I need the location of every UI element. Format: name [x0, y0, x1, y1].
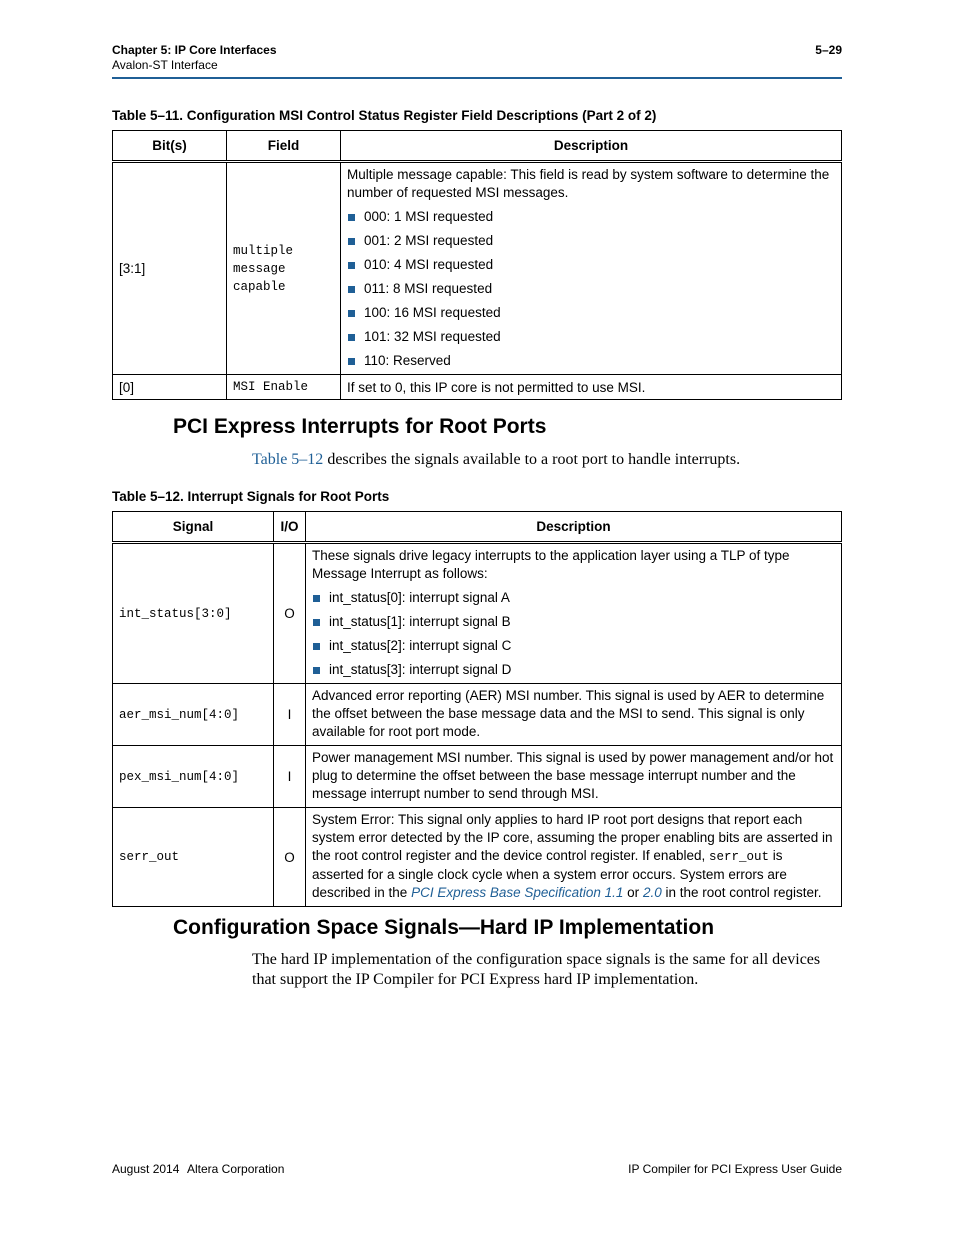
field-name [233, 242, 334, 296]
footer-company: Altera Corporation [187, 1162, 285, 1176]
list-item-text: 110: Reserved [364, 353, 451, 368]
table2-caption: Table 5–12. Interrupt Signals for Root Ports [112, 489, 390, 504]
table-row [113, 808, 842, 907]
table-row [113, 162, 842, 375]
bullet-square-icon [313, 643, 320, 650]
footer-date: August 2014 [112, 1162, 180, 1176]
table-row [113, 684, 842, 746]
bullet-square-icon [348, 286, 355, 293]
list-item-text: 000: 1 MSI requested [364, 209, 494, 224]
list-item [312, 613, 835, 631]
column-header-io: I/O [274, 512, 306, 543]
bits-cell: [3:1] [113, 162, 227, 375]
column-header-description: Description [306, 512, 842, 543]
table-header-row [113, 512, 842, 543]
running-header-section: Avalon-ST Interface [112, 58, 218, 72]
list-item [347, 328, 835, 346]
list-item-text: 011: 8 MSI requested [364, 281, 493, 296]
bullet-list [347, 208, 835, 370]
signal-cell: serr_out [113, 808, 274, 907]
table-row [113, 375, 842, 400]
list-item [312, 589, 835, 607]
list-item [347, 256, 835, 274]
list-item-text: 001: 2 MSI requested [364, 233, 494, 248]
body-paragraph: The hard IP implementation of the configuration space signals is the same for all devices that support the IP Compiler for PCI Express hard IP implementation. [252, 951, 821, 988]
field-name-line: capable [233, 279, 286, 294]
table-msi-control-fields [112, 130, 842, 400]
body-text: describes the signals available to a root port to handle interrupts. [323, 451, 741, 468]
bullet-square-icon [313, 667, 320, 674]
description-cell: If set to 0, this IP core is not permitted to use MSI. [341, 375, 842, 400]
field-name-line: multiple [233, 243, 294, 258]
list-item-text: int_status[1]: interrupt signal B [329, 614, 511, 629]
header-rule [112, 77, 842, 79]
description-cell [341, 162, 842, 375]
footer-document-title: IP Compiler for PCI Express User Guide [628, 1162, 842, 1176]
list-item [347, 232, 835, 250]
section-heading: PCI Express Interrupts for Root Ports [173, 415, 547, 438]
body-paragraph [252, 450, 842, 470]
io-cell: O [274, 543, 306, 684]
description-text: in the root control register. [661, 885, 822, 900]
column-header-bits: Bit(s) [113, 131, 227, 162]
description-cell: Advanced error reporting (AER) MSI number. This signal is used by AER to determine the offset between the base message data and the MSI to send. This signal is only available for root port mode. [306, 684, 842, 746]
io-cell: I [274, 684, 306, 746]
description-cell [306, 543, 842, 684]
list-item [347, 304, 835, 322]
column-header-description: Description [341, 131, 842, 162]
bullet-square-icon [348, 358, 355, 365]
table-row [113, 746, 842, 808]
description-text: or [623, 885, 643, 900]
page-number: 5–29 [815, 43, 842, 57]
list-item-text: 101: 32 MSI requested [364, 329, 501, 344]
section-heading: Configuration Space Signals—Hard IP Implementation [173, 916, 715, 939]
bullet-square-icon [348, 334, 355, 341]
field-cell [227, 162, 341, 375]
io-cell: O [274, 808, 306, 907]
list-item [312, 661, 835, 679]
signal-cell: aer_msi_num[4:0] [113, 684, 274, 746]
list-item [312, 637, 835, 655]
inline-code: serr_out [708, 850, 769, 864]
description-cell: Power management MSI number. This signal is used by power management and/or hot plug to determine the offset between the base message interrupt number and the message interrupt number to send through MSI. [306, 746, 842, 808]
list-item [347, 352, 835, 370]
description-cell [306, 808, 842, 907]
bullet-square-icon [348, 262, 355, 269]
table-header-row [113, 131, 842, 162]
bullet-square-icon [313, 595, 320, 602]
list-item-text: 010: 4 MSI requested [364, 257, 494, 272]
list-item-text: int_status[2]: interrupt signal C [329, 638, 512, 653]
field-cell: MSI Enable [227, 375, 341, 400]
list-item [347, 208, 835, 226]
bullet-square-icon [348, 310, 355, 317]
description-text: Multiple message capable: This field is read by system software to determine the number of requested MSI messages. [347, 167, 830, 200]
running-header-chapter: Chapter 5: IP Core Interfaces [112, 43, 277, 57]
io-cell: I [274, 746, 306, 808]
table-row [113, 543, 842, 684]
bullet-list [312, 589, 835, 679]
signal-cell: pex_msi_num[4:0] [113, 746, 274, 808]
signal-cell: int_status[3:0] [113, 543, 274, 684]
list-item-text: int_status[0]: interrupt signal A [329, 590, 510, 605]
list-item-text: 100: 16 MSI requested [364, 305, 501, 320]
bullet-square-icon [313, 619, 320, 626]
pci-spec-link[interactable]: PCI Express Base Specification 1.1 [411, 885, 624, 900]
bullet-square-icon [348, 238, 355, 245]
column-header-signal: Signal [113, 512, 274, 543]
table1-caption: Table 5–11. Configuration MSI Control Status Register Field Descriptions (Part 2 of 2) [112, 108, 657, 123]
pci-spec-2-link[interactable]: 2.0 [642, 885, 662, 900]
description-text: These signals drive legacy interrupts to the application layer using a TLP of type Message Interrupt as follows: [312, 548, 790, 581]
table-cross-reference-link[interactable]: Table 5–12 [252, 451, 324, 468]
column-header-field: Field [227, 131, 341, 162]
field-name-line: message [233, 261, 286, 276]
list-item-text: int_status[3]: interrupt signal D [329, 662, 512, 677]
bits-cell: [0] [113, 375, 227, 400]
bullet-square-icon [348, 214, 355, 221]
description-text: is asserted for a single clock cycle when a system error occurs. System errors are described in the [312, 848, 787, 900]
description-text: System Error: This signal only applies to hard IP root port designs that report each system error detected by the IP core, assuming the proper enabling bits are asserted in the root control register and the device control register. If enabled, [312, 812, 833, 863]
table-interrupt-signals [112, 511, 842, 907]
list-item [347, 280, 835, 298]
